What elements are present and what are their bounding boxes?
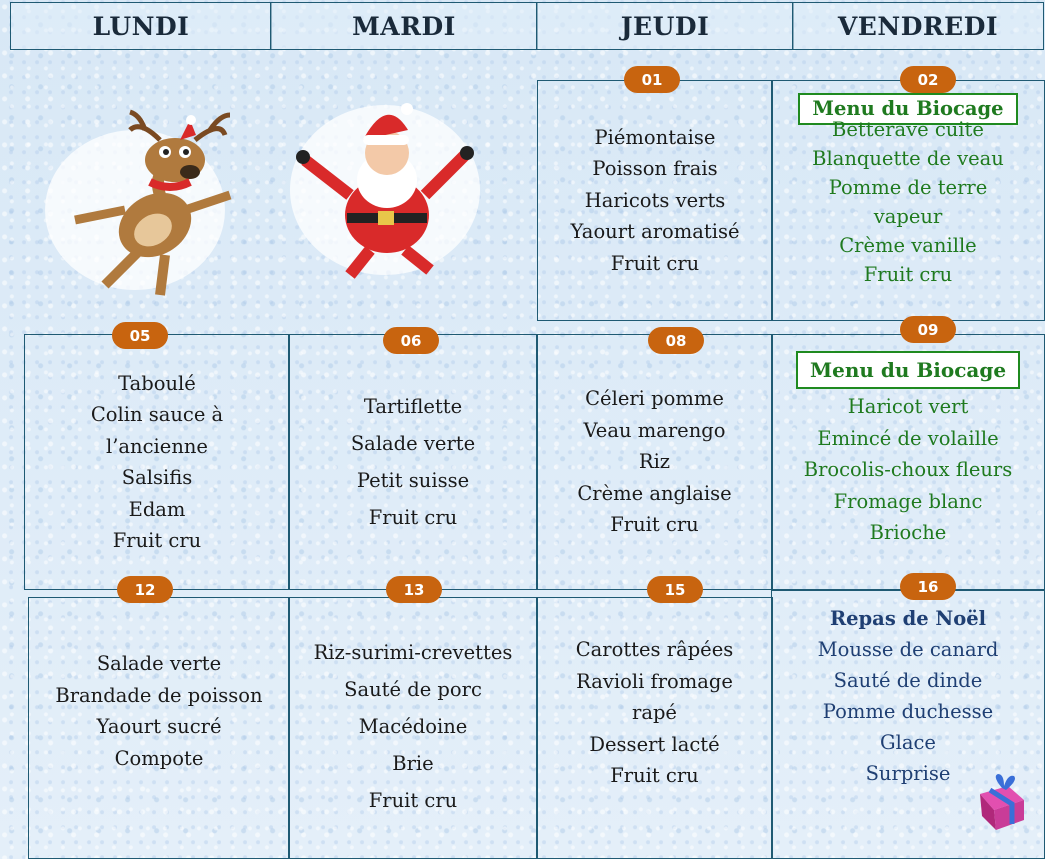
menu-item: vapeur bbox=[873, 205, 943, 228]
menu-item: Ravioli fromage bbox=[576, 669, 733, 693]
menu-item: Fruit cru bbox=[368, 506, 458, 529]
menu-item: Fruit cru bbox=[368, 789, 458, 812]
menu-item: Haricot vert bbox=[847, 395, 969, 418]
menu-item: Yaourt sucré bbox=[96, 715, 222, 738]
menu-cell-mardi-06 bbox=[288, 334, 538, 590]
menu-item: Fruit cru bbox=[610, 764, 699, 787]
menu-cell-jeudi-15 bbox=[536, 597, 773, 859]
menu-item: Carottes râpées bbox=[575, 638, 734, 661]
menu-item: Salsifis bbox=[121, 466, 193, 489]
menu-item: Brie bbox=[392, 752, 434, 775]
menu-cell-lundi-12 bbox=[28, 597, 290, 859]
menu-item: Crème vanille bbox=[839, 234, 977, 257]
day-badge: 01 bbox=[624, 66, 680, 93]
day-badge: 02 bbox=[900, 66, 956, 93]
santa-snow-angel bbox=[275, 95, 495, 285]
menu-item: Crème anglaise bbox=[577, 481, 732, 505]
header-vendredi: VENDREDI bbox=[792, 2, 1044, 50]
menu-item: Colin sauce à bbox=[90, 403, 224, 426]
menu-item: Riz bbox=[638, 450, 671, 474]
gift-icon bbox=[972, 772, 1032, 832]
menu-item: Pomme duchesse bbox=[822, 700, 994, 723]
menu-item: Fruit cru bbox=[610, 251, 700, 275]
menu-cell-vendredi-09 bbox=[771, 334, 1045, 590]
menu-item: Salade verte bbox=[96, 652, 222, 675]
menu-item: l’ancienne bbox=[106, 434, 208, 458]
menu-item: Tartiflette bbox=[363, 395, 463, 418]
menu-item: Macédoine bbox=[358, 715, 468, 738]
menu-item: Mousse de canard bbox=[817, 638, 999, 661]
header-lundi: LUNDI bbox=[10, 2, 272, 50]
menu-item: Pomme de terre bbox=[828, 176, 988, 199]
menu-cell-vendredi-02 bbox=[771, 80, 1045, 321]
menu-item: Fromage blanc bbox=[833, 489, 983, 513]
menu-cell-mardi-13 bbox=[288, 597, 538, 859]
menu-title: Menu du Biocage bbox=[796, 351, 1020, 389]
menu-item: Surprise bbox=[865, 762, 951, 785]
day-badge: 12 bbox=[117, 576, 173, 603]
menu-item: Brioche bbox=[869, 521, 947, 544]
menu-item: Betterave cuite bbox=[832, 118, 984, 141]
menu-item: Sauté de dinde bbox=[833, 669, 983, 692]
menu-item: Veau marengo bbox=[583, 418, 726, 442]
menu-item: Yaourt aromatisé bbox=[570, 220, 740, 244]
menu-item: Fruit cru bbox=[863, 263, 953, 286]
menu-cell-lundi-05 bbox=[24, 334, 290, 590]
day-badge: 13 bbox=[386, 576, 442, 603]
menu-item: rapé bbox=[632, 701, 677, 724]
menu-item: Emincé de volaille bbox=[817, 426, 999, 450]
reindeer-snow-angel bbox=[35, 100, 255, 300]
day-badge: 09 bbox=[900, 316, 956, 343]
header-jeudi: JEUDI bbox=[536, 2, 794, 50]
menu-item: Edam bbox=[128, 497, 186, 521]
menu-item: Brocolis-choux fleurs bbox=[803, 458, 1013, 481]
menu-item: Dessert lacté bbox=[589, 732, 720, 756]
menu-item: Glace bbox=[880, 731, 936, 754]
menu-item: Petit suisse bbox=[356, 469, 470, 492]
header-mardi: MARDI bbox=[270, 2, 538, 50]
menu-title: Repas de Noël bbox=[829, 607, 987, 630]
menu-item: Brandade de poisson bbox=[55, 683, 263, 707]
menu-item: Haricots verts bbox=[584, 188, 726, 212]
menu-item: Blanquette de veau bbox=[812, 147, 1004, 170]
menu-item: Céleri pomme bbox=[585, 387, 724, 411]
day-badge: 16 bbox=[900, 573, 956, 600]
day-badge: 05 bbox=[112, 322, 168, 349]
menu-item: Compote bbox=[114, 746, 204, 770]
menu-item: Poisson frais bbox=[592, 157, 718, 181]
menu-item: Piémontaise bbox=[594, 125, 716, 149]
day-badge: 15 bbox=[647, 576, 703, 603]
menu-item: Fruit cru bbox=[112, 529, 202, 552]
menu-item: Riz-surimi-crevettes bbox=[313, 641, 513, 664]
menu-item: Salade verte bbox=[350, 432, 476, 455]
menu-cell-jeudi-08 bbox=[536, 334, 773, 590]
day-badge: 08 bbox=[648, 327, 704, 354]
menu-item: Taboulé bbox=[118, 371, 196, 395]
day-badge: 06 bbox=[383, 327, 439, 354]
menu-title: Menu du Biocage bbox=[798, 93, 1017, 125]
menu-item: Fruit cru bbox=[610, 513, 699, 537]
menu-cell-jeudi-01 bbox=[537, 80, 773, 321]
menu-item: Sauté de porc bbox=[344, 678, 482, 701]
